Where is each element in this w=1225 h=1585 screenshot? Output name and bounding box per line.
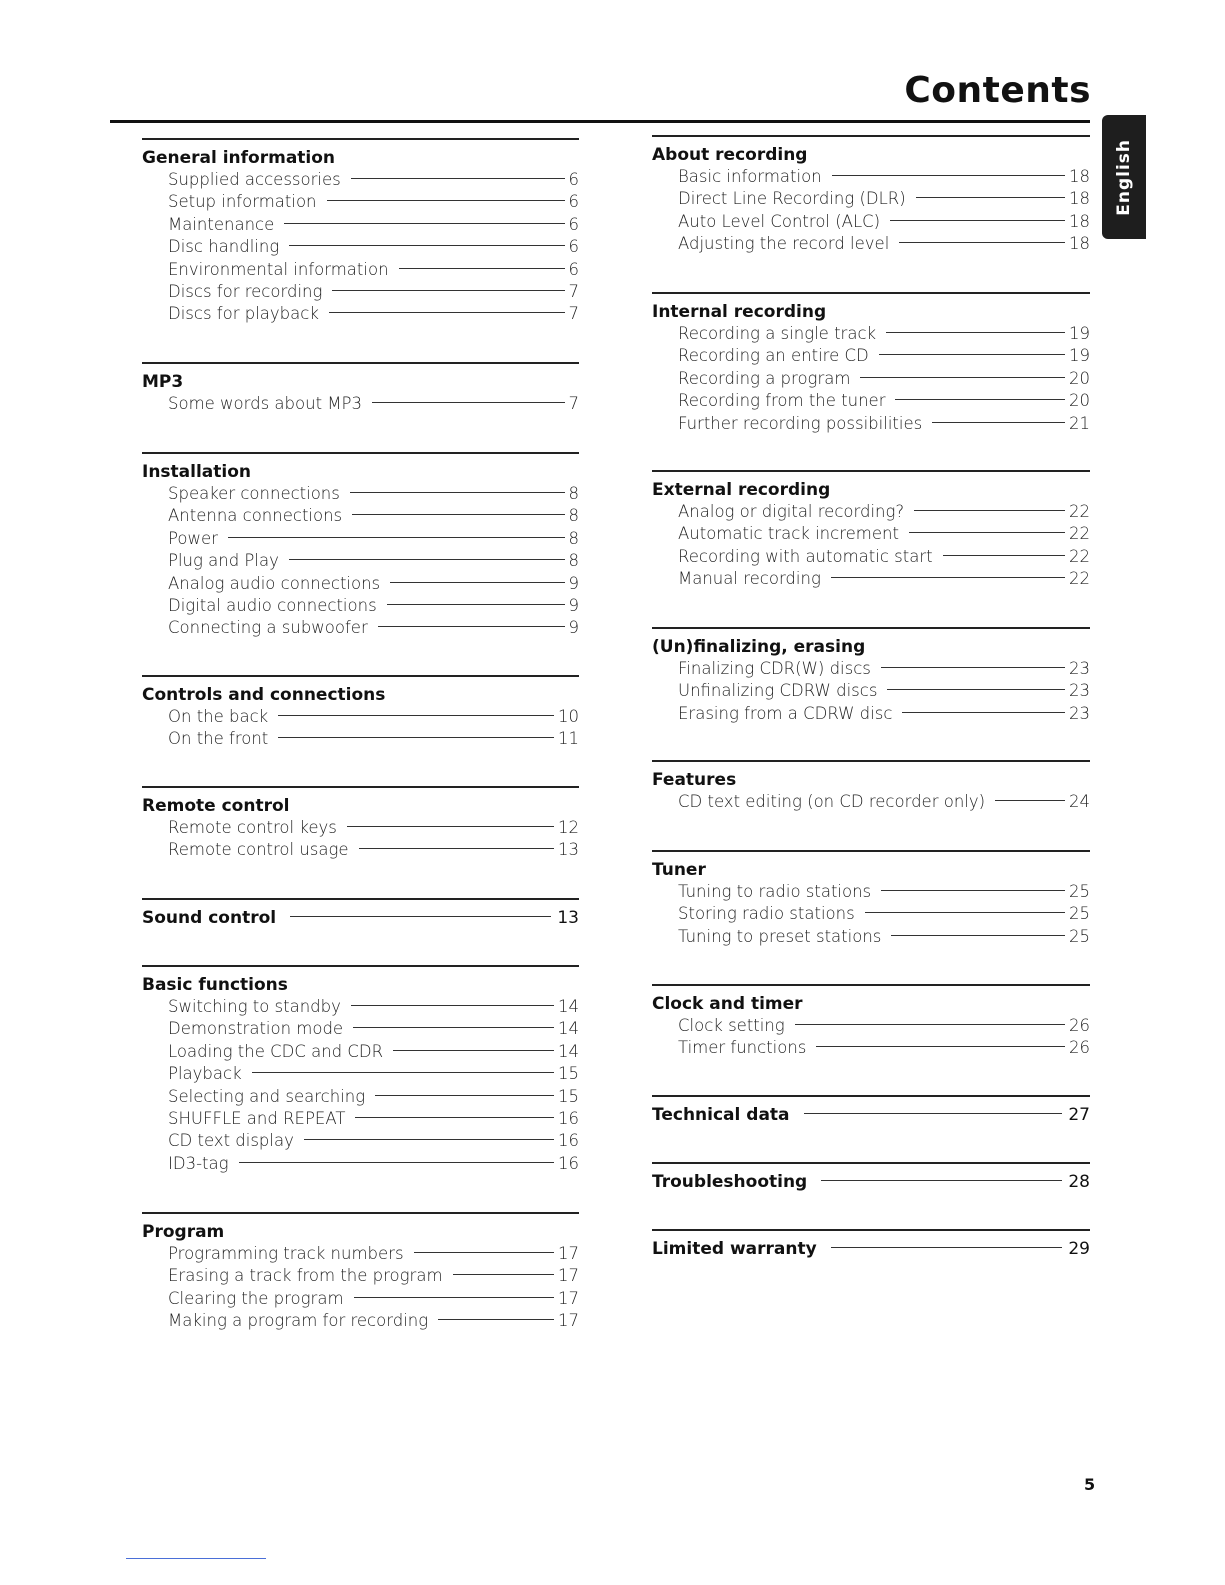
dot-leader	[390, 582, 564, 583]
toc-entry-page: 13	[558, 840, 579, 860]
toc-entry-list	[168, 170, 579, 327]
section-heading[interactable]	[142, 685, 579, 705]
toc-entry-page: 14	[558, 1019, 579, 1039]
toc-entry[interactable]	[678, 704, 1090, 726]
toc-entry[interactable]	[168, 574, 579, 596]
toc-entry-page: 16	[558, 1131, 579, 1151]
toc-entry-title: Supplied accessories	[168, 170, 341, 189]
toc-entry[interactable]	[678, 904, 1090, 926]
toc-entry-list	[678, 502, 1090, 592]
bottom-link-underline	[126, 1558, 266, 1559]
section-heading-text: Features	[652, 770, 737, 790]
toc-entry-title: Remote control usage	[168, 840, 349, 860]
toc-entry[interactable]	[678, 234, 1090, 256]
toc-entry-page: 19	[1069, 346, 1090, 366]
dot-leader	[228, 537, 565, 538]
section-heading-text: Limited warranty	[652, 1239, 817, 1259]
toc-entry-page: 23	[1069, 703, 1090, 723]
dot-leader	[353, 1027, 554, 1028]
dot-leader	[239, 1162, 554, 1163]
toc-entry-page: 18	[1069, 234, 1090, 254]
dot-leader	[278, 715, 554, 716]
dot-leader	[879, 354, 1065, 355]
toc-entry-page: 10	[558, 707, 579, 726]
language-tab-label: English	[1114, 138, 1134, 216]
toc-entry-page: 22	[1069, 524, 1090, 544]
dot-leader	[831, 1247, 1063, 1248]
toc-entry-list	[168, 1244, 579, 1334]
toc-entry-title: Selecting and searching	[168, 1086, 366, 1106]
dot-leader	[387, 604, 565, 605]
section-page-number: 29	[1068, 1239, 1090, 1259]
section-heading[interactable]	[652, 770, 1090, 790]
dot-leader	[359, 848, 554, 849]
dot-leader	[909, 532, 1065, 533]
toc-entry-page: 25	[1069, 926, 1090, 946]
dot-leader	[890, 220, 1065, 221]
toc-entry-title: Recording an entire CD	[678, 346, 869, 366]
dot-leader	[886, 332, 1065, 333]
toc-entry[interactable]	[678, 681, 1090, 703]
toc-entry-title: Setup information	[168, 192, 317, 212]
toc-entry-title: Environmental information	[168, 259, 389, 279]
section-heading-text: Basic functions	[142, 975, 288, 995]
toc-entry-page: 15	[558, 1064, 579, 1084]
toc-entry-page: 8	[568, 551, 579, 571]
toc-entry[interactable]	[168, 1154, 579, 1176]
page-title: Contents	[904, 70, 1091, 111]
toc-entry-list	[168, 707, 579, 752]
section-divider	[142, 675, 579, 677]
toc-entry-title: Basic information	[678, 167, 822, 186]
toc-entry-title: Some words about MP3	[168, 394, 362, 413]
toc-entry-page: 26	[1069, 1016, 1090, 1035]
toc-entry[interactable]	[168, 1064, 579, 1086]
toc-entry-title: Loading the CDC and CDR	[168, 1041, 384, 1061]
toc-entry[interactable]	[168, 260, 579, 282]
dot-leader	[347, 826, 554, 827]
toc-entry[interactable]	[678, 502, 1090, 524]
toc-entry[interactable]	[678, 212, 1090, 234]
toc-entry[interactable]	[168, 818, 579, 840]
section-heading[interactable]	[142, 796, 579, 816]
toc-entry[interactable]	[678, 882, 1090, 904]
dot-leader	[278, 737, 554, 738]
section-heading-text: Troubleshooting	[652, 1172, 808, 1192]
dot-leader	[332, 290, 564, 291]
toc-entry-page: 9	[568, 618, 579, 638]
dot-leader	[881, 667, 1065, 668]
toc-entry-title: Storing radio stations	[678, 904, 855, 924]
toc-entry-title: Connecting a subwoofer	[168, 618, 368, 638]
toc-entry[interactable]	[678, 346, 1090, 368]
toc-entry-list	[678, 792, 1090, 814]
dot-leader	[290, 916, 551, 917]
section-heading[interactable]	[142, 462, 579, 482]
dot-leader	[350, 492, 565, 493]
section-heading-text: Remote control	[142, 796, 290, 816]
toc-entry[interactable]	[678, 569, 1090, 591]
toc-entry[interactable]	[168, 1266, 579, 1288]
dot-leader	[902, 712, 1065, 713]
dot-leader	[289, 559, 565, 560]
section-heading[interactable]	[652, 994, 1090, 1014]
toc-entry-page: 9	[568, 595, 579, 615]
dot-leader	[351, 178, 565, 179]
toc-entry[interactable]	[678, 547, 1090, 569]
dot-leader	[821, 1180, 1062, 1181]
toc-entry-page: 21	[1069, 413, 1090, 433]
toc-entry-page: 6	[568, 170, 579, 189]
toc-entry-title: Recording a program	[678, 368, 851, 388]
section-heading-text: Controls and connections	[142, 685, 386, 705]
dot-leader	[899, 242, 1065, 243]
toc-entry[interactable]	[168, 1042, 579, 1064]
dot-leader	[289, 245, 564, 246]
toc-entry-page: 23	[1069, 659, 1090, 678]
dot-leader	[891, 935, 1065, 936]
section-divider	[652, 1095, 1090, 1097]
toc-entry-page: 25	[1069, 882, 1090, 901]
section-divider	[652, 1162, 1090, 1164]
toc-entry[interactable]	[678, 927, 1090, 949]
section-heading-text: External recording	[652, 480, 831, 500]
section-divider	[142, 1212, 579, 1214]
section-divider	[652, 760, 1090, 762]
toc-entry-list	[678, 167, 1090, 257]
toc-entry-title: Power	[168, 528, 218, 548]
toc-entry-title: Clock setting	[678, 1016, 785, 1035]
dot-leader	[355, 1117, 554, 1118]
section-divider	[652, 292, 1090, 294]
dot-leader	[795, 1024, 1065, 1025]
toc-entry[interactable]	[168, 529, 579, 551]
section-heading[interactable]	[652, 145, 1090, 165]
title-divider	[110, 120, 1090, 123]
toc-entry-title: Discs for playback	[168, 304, 319, 324]
dot-leader	[887, 689, 1065, 690]
section-heading-text: About recording	[652, 145, 808, 165]
dot-leader	[375, 1095, 554, 1096]
section-heading-text: (Un)finalizing, erasing	[652, 637, 866, 657]
section-divider	[142, 898, 579, 900]
toc-entry-page: 16	[558, 1153, 579, 1173]
toc-entry-list	[678, 324, 1090, 436]
section-heading[interactable]	[652, 637, 1090, 657]
section-divider	[142, 786, 579, 788]
toc-entry-title: Manual recording	[678, 569, 821, 589]
toc-entry-page: 7	[568, 394, 579, 413]
toc-entry-title: Making a program for recording	[168, 1311, 429, 1331]
toc-entry-title: Tuning to preset stations	[678, 926, 882, 946]
section-divider	[652, 984, 1090, 986]
language-tab	[1102, 115, 1146, 239]
toc-entry[interactable]	[168, 304, 579, 326]
toc-entry-page: 22	[1069, 502, 1090, 521]
toc-entry-page: 9	[568, 573, 579, 593]
toc-entry-page: 15	[558, 1086, 579, 1106]
section-divider	[142, 452, 579, 454]
toc-entry-title: Tuning to radio stations	[678, 882, 872, 901]
dot-leader	[453, 1274, 554, 1275]
section-divider	[142, 138, 579, 140]
dot-leader	[351, 1005, 554, 1006]
toc-entry-page: 17	[558, 1266, 579, 1286]
toc-entry-title: Digital audio connections	[168, 595, 377, 615]
toc-entry-page: 14	[558, 1041, 579, 1061]
section-heading[interactable]	[652, 1172, 1090, 1192]
section-divider	[142, 965, 579, 967]
toc-entry-title: Analog or digital recording?	[678, 502, 905, 521]
toc-entry-page: 11	[558, 729, 579, 749]
toc-entry[interactable]	[678, 167, 1090, 189]
toc-entry[interactable]	[168, 618, 579, 640]
toc-entry[interactable]	[168, 282, 579, 304]
toc-entry[interactable]	[678, 792, 1090, 814]
dot-leader	[831, 577, 1065, 578]
dot-leader	[916, 197, 1065, 198]
toc-entry-page: 7	[568, 304, 579, 324]
toc-entry-page: 18	[1069, 167, 1090, 186]
section-divider	[652, 470, 1090, 472]
toc-entry[interactable]	[168, 707, 579, 729]
toc-entry-list	[678, 659, 1090, 726]
toc-entry[interactable]	[168, 506, 579, 528]
section-heading[interactable]	[652, 860, 1090, 880]
toc-entry[interactable]	[678, 369, 1090, 391]
toc-entry-title: Discs for recording	[168, 281, 323, 301]
dot-leader	[943, 555, 1065, 556]
toc-entry-page: 6	[568, 192, 579, 212]
toc-entry-page: 18	[1069, 211, 1090, 231]
toc-entry-list	[168, 818, 579, 863]
toc-entry-title: Maintenance	[168, 214, 275, 234]
section-heading-text: General information	[142, 148, 336, 168]
section-heading-text: Program	[142, 1222, 225, 1242]
section-heading[interactable]	[652, 480, 1090, 500]
section-divider	[652, 135, 1090, 137]
toc-entry-title: Speaker connections	[168, 484, 340, 503]
toc-entry[interactable]	[678, 659, 1090, 681]
toc-entry[interactable]	[678, 324, 1090, 346]
toc-entry-page: 23	[1069, 681, 1090, 701]
toc-entry[interactable]	[168, 997, 579, 1019]
dot-leader	[438, 1319, 554, 1320]
toc-entry[interactable]	[168, 484, 579, 506]
toc-entry-title: CD text editing (on CD recorder only)	[678, 792, 986, 811]
toc-entry[interactable]	[168, 1311, 579, 1333]
toc-entry-page: 6	[568, 237, 579, 257]
dot-leader	[414, 1252, 554, 1253]
toc-entry-title: Finalizing CDR(W) discs	[678, 659, 871, 678]
toc-entry-title: Playback	[168, 1064, 242, 1084]
section-heading-text: Internal recording	[652, 302, 827, 322]
toc-entry[interactable]	[168, 192, 579, 214]
toc-entry-list	[168, 997, 579, 1176]
toc-entry-title: On the back	[168, 707, 269, 726]
section-heading[interactable]	[142, 975, 579, 995]
toc-entry-list	[678, 882, 1090, 949]
section-heading-text: Sound control	[142, 908, 277, 928]
toc-entry-page: 25	[1069, 904, 1090, 924]
dot-leader	[816, 1046, 1065, 1047]
toc-entry[interactable]	[678, 414, 1090, 436]
dot-leader	[865, 912, 1065, 913]
toc-entry-title: Erasing a track from the program	[168, 1266, 443, 1286]
dot-leader	[372, 402, 565, 403]
toc-entry-title: Analog audio connections	[168, 573, 381, 593]
dot-leader	[881, 890, 1065, 891]
dot-leader	[832, 175, 1065, 176]
section-divider	[652, 850, 1090, 852]
page-number: 5	[1084, 1475, 1096, 1494]
section-divider	[142, 362, 579, 364]
toc-entry-title: Programming track numbers	[168, 1244, 404, 1263]
dot-leader	[393, 1050, 554, 1051]
section-divider	[652, 1229, 1090, 1231]
dot-leader	[914, 510, 1065, 511]
toc-entry-page: 17	[558, 1288, 579, 1308]
toc-entry-title: Remote control keys	[168, 818, 337, 837]
toc-entry-page: 17	[558, 1244, 579, 1263]
toc-entry-title: ID3-tag	[168, 1153, 229, 1173]
dot-leader	[352, 514, 564, 515]
toc-entry[interactable]	[168, 596, 579, 618]
toc-entry-page: 8	[568, 528, 579, 548]
dot-leader	[354, 1297, 554, 1298]
toc-entry-page: 19	[1069, 324, 1090, 343]
section-heading-text: MP3	[142, 372, 184, 392]
section-heading-text: Tuner	[652, 860, 706, 880]
toc-entry-list	[168, 484, 579, 641]
section-heading[interactable]	[142, 148, 579, 168]
toc-entry-title: SHUFFLE and REPEAT	[168, 1108, 346, 1128]
toc-entry-page: 26	[1069, 1038, 1090, 1058]
toc-entry[interactable]	[168, 215, 579, 237]
section-heading[interactable]	[142, 372, 579, 392]
toc-entry[interactable]	[678, 391, 1090, 413]
toc-entry-title: Clearing the program	[168, 1288, 344, 1308]
toc-entry[interactable]	[678, 524, 1090, 546]
toc-entry[interactable]	[168, 840, 579, 862]
toc-entry-page: 8	[568, 506, 579, 526]
toc-entry-list	[678, 1016, 1090, 1061]
dot-leader	[327, 200, 565, 201]
toc-entry-page: 14	[558, 997, 579, 1016]
section-page-number: 27	[1068, 1105, 1090, 1125]
section-heading-text: Technical data	[652, 1105, 790, 1125]
toc-entry-page: 7	[568, 281, 579, 301]
toc-entry-title: Switching to standby	[168, 997, 341, 1016]
section-heading[interactable]	[142, 908, 579, 928]
toc-entry-title: Erasing from a CDRW disc	[678, 703, 893, 723]
dot-leader	[860, 377, 1065, 378]
toc-entry-page: 6	[568, 214, 579, 234]
dot-leader	[378, 626, 565, 627]
toc-entry-title: Recording a single track	[678, 324, 877, 343]
section-divider	[652, 627, 1090, 629]
toc-entry[interactable]	[168, 729, 579, 751]
toc-entry[interactable]	[168, 1087, 579, 1109]
toc-entry[interactable]	[168, 1289, 579, 1311]
section-heading-text: Installation	[142, 462, 252, 482]
toc-entry[interactable]	[168, 170, 579, 192]
dot-leader	[399, 268, 565, 269]
toc-entry-title: Antenna connections	[168, 506, 343, 526]
toc-entry-page: 18	[1069, 189, 1090, 209]
dot-leader	[895, 399, 1065, 400]
dot-leader	[252, 1072, 554, 1073]
section-heading[interactable]	[142, 1222, 579, 1242]
toc-entry[interactable]	[678, 1016, 1090, 1038]
toc-entry-title: Timer functions	[678, 1038, 807, 1058]
toc-entry-title: Auto Level Control (ALC)	[678, 211, 881, 231]
toc-entry-title: Further recording possibilities	[678, 413, 923, 433]
toc-entry-page: 22	[1069, 569, 1090, 589]
toc-entry[interactable]	[168, 1131, 579, 1153]
toc-entry[interactable]	[678, 189, 1090, 211]
toc-entry-title: Adjusting the record level	[678, 234, 890, 254]
toc-entry-list	[168, 394, 579, 416]
dot-leader	[995, 800, 1065, 801]
section-heading-text: Clock and timer	[652, 994, 803, 1014]
section-heading[interactable]	[652, 1105, 1090, 1125]
section-heading[interactable]	[652, 302, 1090, 322]
toc-entry-title: Recording from the tuner	[678, 391, 886, 411]
toc-entry-title: CD text display	[168, 1131, 294, 1151]
toc-entry-title: Direct Line Recording (DLR)	[678, 189, 906, 209]
dot-leader	[329, 312, 565, 313]
toc-entry-title: Plug and Play	[168, 551, 279, 571]
toc-entry-page: 22	[1069, 546, 1090, 566]
toc-entry-title: Unfinalizing CDRW discs	[678, 681, 878, 701]
toc-entry-page: 24	[1069, 792, 1090, 811]
section-page-number: 13	[557, 908, 579, 928]
toc-entry-page: 17	[558, 1311, 579, 1331]
toc-entry[interactable]	[168, 1244, 579, 1266]
toc-entry-title: Disc handling	[168, 237, 280, 257]
toc-entry-title: Demonstration mode	[168, 1019, 344, 1039]
toc-entry-title: On the front	[168, 729, 269, 749]
toc-entry-page: 6	[568, 259, 579, 279]
dot-leader	[804, 1113, 1063, 1114]
toc-entry[interactable]	[168, 551, 579, 573]
dot-leader	[304, 1139, 554, 1140]
dot-leader	[284, 223, 564, 224]
toc-entry[interactable]	[168, 1109, 579, 1131]
toc-entry[interactable]	[168, 1019, 579, 1041]
toc-entry-page: 16	[558, 1108, 579, 1128]
section-heading[interactable]	[652, 1239, 1090, 1259]
toc-entry-page: 8	[568, 484, 579, 503]
toc-entry[interactable]	[678, 1038, 1090, 1060]
toc-entry-title: Recording with automatic start	[678, 546, 933, 566]
section-page-number: 28	[1068, 1172, 1090, 1192]
toc-entry-title: Automatic track increment	[678, 524, 899, 544]
toc-entry-page: 20	[1069, 391, 1090, 411]
toc-entry-page: 12	[558, 818, 579, 837]
toc-entry-page: 20	[1069, 368, 1090, 388]
toc-entry[interactable]	[168, 394, 579, 416]
toc-entry[interactable]	[168, 237, 579, 259]
dot-leader	[932, 422, 1065, 423]
